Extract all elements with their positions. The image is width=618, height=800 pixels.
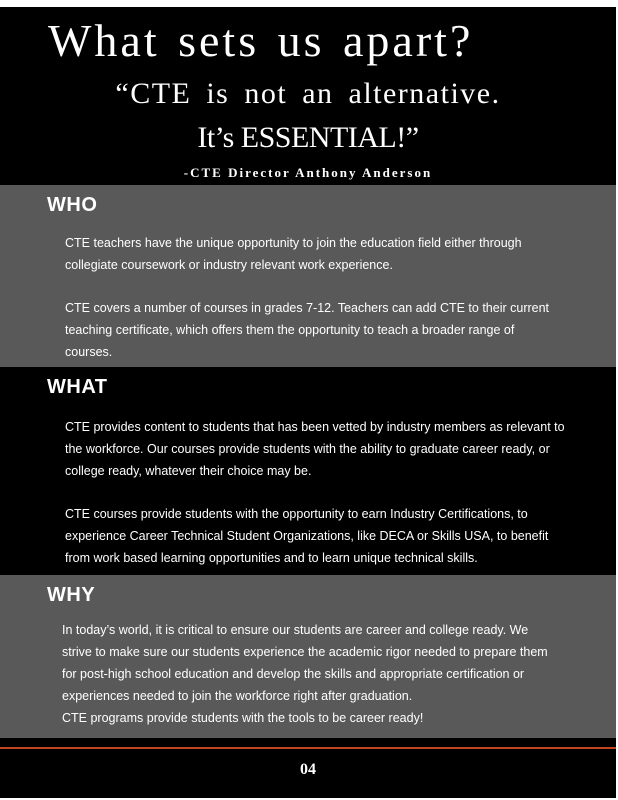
- quote-line-1: “CTE is not an alternative.: [115, 77, 501, 110]
- why-heading: WHY: [47, 584, 96, 606]
- who-paragraph-2: CTE covers a number of courses in grades 7-12. Teachers can add CTE to their current teaching certificate, which offers them the opportunity to teach a broader range of courses.: [65, 301, 550, 359]
- page: [0, 7, 616, 798]
- footer-divider: [0, 747, 616, 749]
- what-paragraph-2: CTE courses provide students with the opportunity to earn Industry Certifications, to experience Career Technical Student Organizations, like DECA or Skills USA, to benefit from work based learning opportunities and to learn unique technical skills.: [65, 507, 549, 565]
- quote-attribution: -CTE Director Anthony Anderson: [183, 165, 433, 180]
- what-section: [0, 367, 616, 575]
- who-section: [0, 185, 616, 367]
- quote-line-2: It’s ESSENTIAL!”: [197, 121, 419, 154]
- why-closing-line: CTE programs provide students with the tools to be career ready!: [62, 711, 424, 725]
- who-paragraph-1: CTE teachers have the unique opportunity to join the education field either through collegiate coursework or industry relevant work experience.: [65, 236, 522, 272]
- page-number: 04: [300, 761, 316, 778]
- why-paragraph-text: In today’s world, it is critical to ensure our students are career and college ready. We strive to make sure our students experience the academic rigor needed to prepare them for post-high school education and develop the skills and appropriate certification or experiences needed to join the workforce right after graduation.: [62, 623, 548, 703]
- why-paragraph: [62, 619, 558, 729]
- hero-banner: [0, 7, 616, 185]
- who-heading: WHO: [47, 194, 98, 216]
- why-section: [0, 575, 616, 738]
- what-paragraph-1: CTE provides content to students that has been vetted by industry members as relevant to the workforce. Our courses provide students with the ability to graduate career ready, or college ready, whatever their choice may be.: [65, 420, 565, 478]
- what-heading: WHAT: [47, 376, 108, 398]
- page-headline: What sets us apart?: [48, 15, 474, 66]
